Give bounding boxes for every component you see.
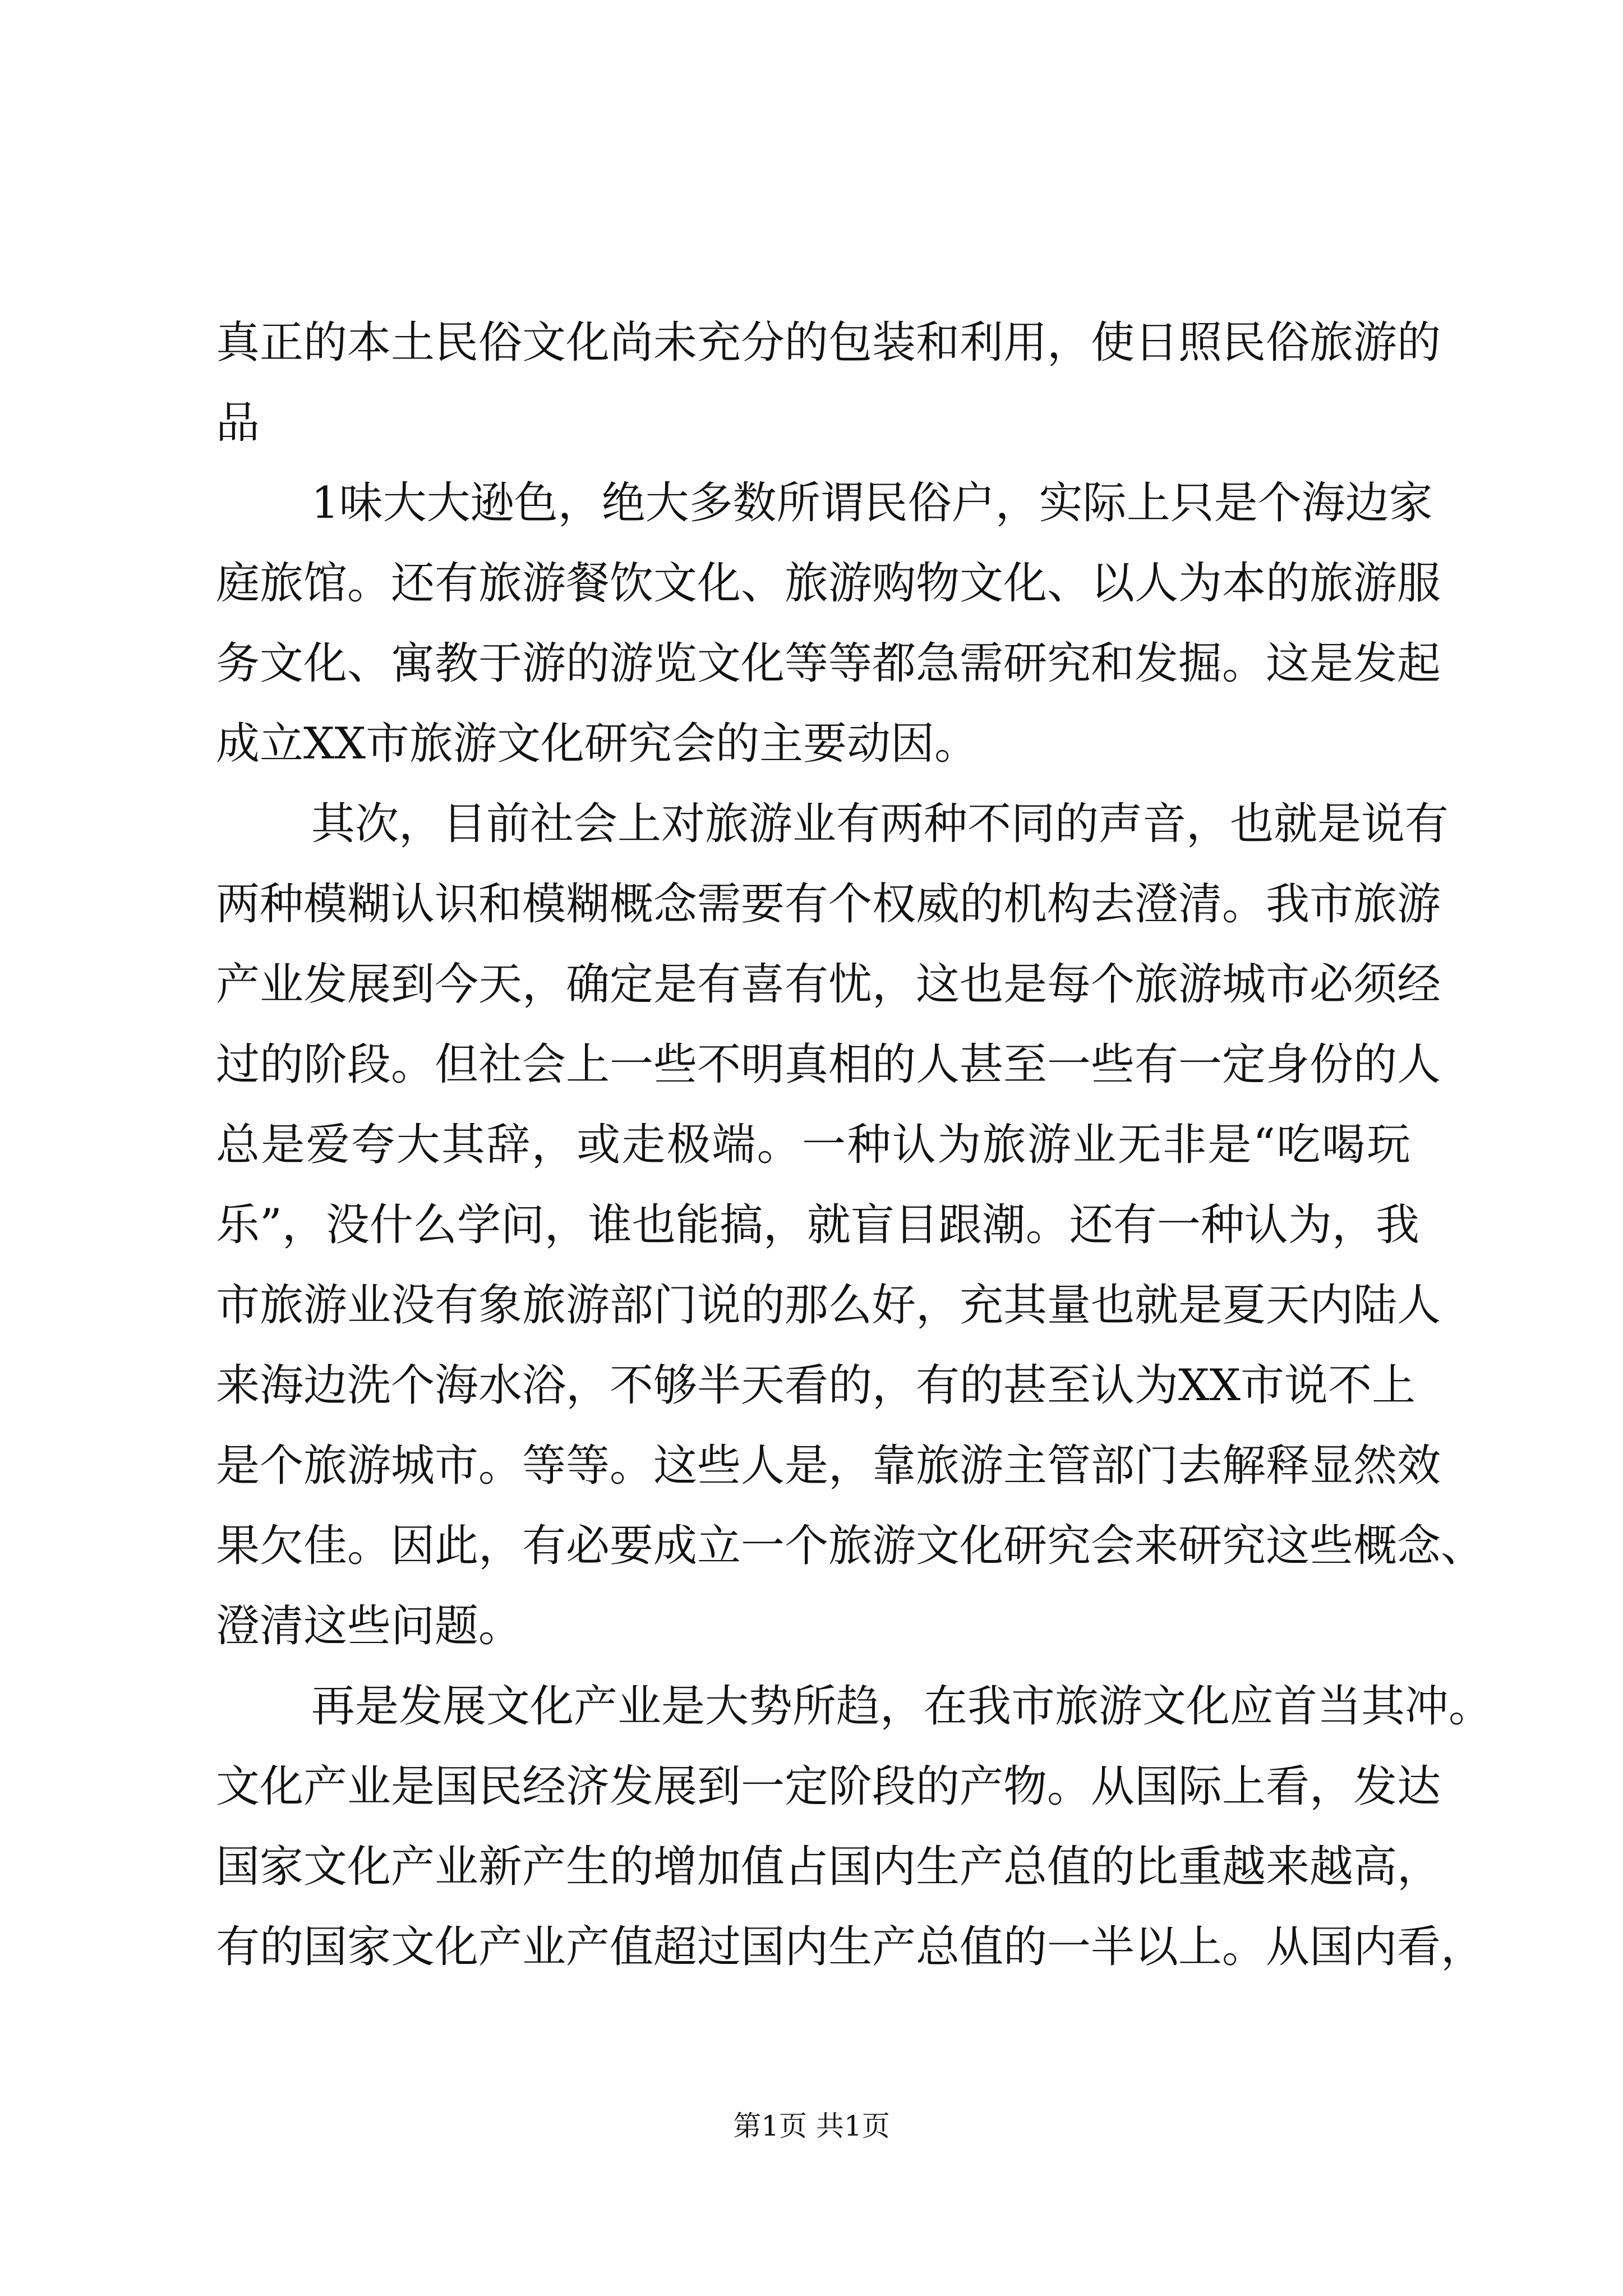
- text-line: 过的阶段。但社会上一些不明真相的人甚至一些有一定身份的人: [216, 1039, 1441, 1090]
- text-line: 果欠佳。因此，有必要成立一个旅游文化研究会来研究这些概念、: [216, 1521, 1485, 1571]
- text-line: 两种模糊认识和模糊概念需要有个权威的机构去澄清。我市旅游: [216, 879, 1441, 930]
- text-line: 其次，目前社会上对旅游业有两种不同的声音，也就是说有: [311, 799, 1449, 849]
- text-line: 市旅游业没有象旅游部门说的那么好，充其量也就是夏天内陆人: [216, 1280, 1441, 1331]
- page-footer: 第1页 共1页: [733, 2110, 890, 2142]
- text-line: 1味大大逊色，绝大多数所谓民俗户，实际上只是个海边家: [311, 478, 1433, 528]
- text-line: 国家文化产业新产生的增加值占国内生产总值的比重越来越高，: [216, 1842, 1441, 1892]
- text-line: 庭旅馆。还有旅游餐饮文化、旅游购物文化、以人为本的旅游服: [216, 558, 1441, 609]
- text-line: 有的国家文化产业产值超过国内生产总值的一半以上。从国内看，: [216, 1922, 1485, 1972]
- text-line: 务文化、寓教于游的游览文化等等都急需研究和发掘。这是发起: [216, 638, 1441, 689]
- text-line: 品: [216, 398, 260, 448]
- text-line: 是个旅游城市。等等。这些人是，靠旅游主管部门去解释显然效: [216, 1441, 1441, 1491]
- text-line: 产业发展到今天，确定是有喜有忧，这也是每个旅游城市必须经: [216, 959, 1441, 1010]
- text-line: 成立XX市旅游文化研究会的主要动因。: [216, 719, 979, 769]
- text-line: 再是发展文化产业是大势所趋，在我市旅游文化应首当其冲。: [311, 1681, 1493, 1732]
- text-line: 文化产业是国民经济发展到一定阶段的产物。从国际上看，发达: [216, 1761, 1441, 1812]
- text-line: 来海边洗个海水浴，不够半天看的，有的甚至认为XX市说不上: [216, 1360, 1416, 1411]
- text-line: 真正的本土民俗文化尚未充分的包装和利用，使日照民俗旅游的: [216, 318, 1441, 368]
- text-line: 澄清这些问题。: [216, 1601, 523, 1651]
- text-line: 乐”，没什么学问，谁也能搞，就盲目跟潮。还有一种认为，我: [216, 1200, 1419, 1250]
- document-body: [216, 303, 1493, 1987]
- text-line: 总是爱夸大其辞，或走极端。一种认为旅游业无非是“吃喝玩: [216, 1120, 1410, 1170]
